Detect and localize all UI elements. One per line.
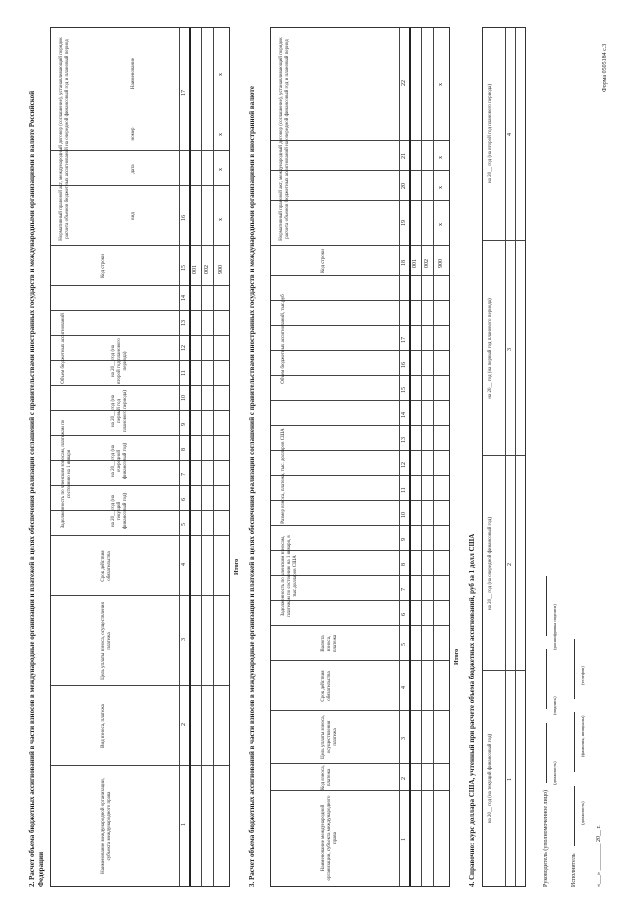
s2-colnum: 11 xyxy=(181,370,187,376)
s2-colnum: 10 xyxy=(181,395,187,401)
s3-colnum: 13 xyxy=(401,437,407,443)
s4-y2: на 20__ год (на очередной финансовый год) xyxy=(488,516,493,611)
s3-colnum: 2 xyxy=(401,777,407,780)
s3-x: x xyxy=(438,156,444,159)
s3-col-name: Наименование международной организации, субъекта международного права xyxy=(321,795,338,881)
sign-decode-line[interactable] xyxy=(540,576,547,636)
s2-col-number: номер xyxy=(131,127,136,141)
sign-head-label: Руководитель (уполномоченное лицо) xyxy=(543,790,549,887)
cap-decode: (расшифровка подписи) xyxy=(552,604,557,650)
s3-colnum: 20 xyxy=(401,183,407,189)
s3-colnum: 21 xyxy=(401,153,407,159)
sign-executor-label: Исполнитель xyxy=(571,853,577,887)
s3-col-currency: Валюта взноса, платежа xyxy=(321,634,338,653)
s2-colnum: 6 xyxy=(181,498,187,501)
sign-position-line[interactable] xyxy=(540,723,547,783)
s2-col-goal: Цель уплаты взноса, осуществления платежа xyxy=(101,602,112,680)
s3-col-goal: Цель уплаты взноса, осуществления платежа xyxy=(321,715,338,759)
s2-col-date: дата xyxy=(131,164,136,174)
s2-colnum: 2 xyxy=(181,723,187,726)
s3-colnum: 17 xyxy=(401,337,407,343)
s3-colnum: 22 xyxy=(401,80,407,86)
s3-col-code: Код строки xyxy=(321,249,326,273)
sign-head xyxy=(540,570,549,887)
s2-code: 001 xyxy=(192,265,198,274)
s3-colnum: 6 xyxy=(401,613,407,616)
s2-colnum: 17 xyxy=(181,90,187,96)
s3-colnum: 10 xyxy=(401,512,407,518)
s3-colnum: 4 xyxy=(401,686,407,689)
s2-colnum: 8 xyxy=(181,448,187,451)
sign-date: «___» _________ 20__ г. xyxy=(596,825,602,887)
s3-colnum: 15 xyxy=(401,387,407,393)
section4-table xyxy=(482,27,526,887)
s4-y3: на 20__ год (на первый год планового периода) xyxy=(488,298,493,399)
s3-colnum: 14 xyxy=(401,412,407,418)
s2-year-plan2: на 20__ год (на второй год планового периода) xyxy=(111,338,128,384)
rotated-sheet xyxy=(20,5,620,895)
s2-col-type: Вид взноса, платежа xyxy=(101,704,106,748)
form-code: Форма 0505184 с.3 xyxy=(602,43,608,92)
s3-colnum: 11 xyxy=(401,487,407,493)
sign-executor xyxy=(568,633,577,887)
s2-col-volume: Объем бюджетных ассигнований xyxy=(61,313,66,384)
cap-position: (должность) xyxy=(552,761,557,785)
s3-x: x xyxy=(438,223,444,226)
s3-colnum: 1 xyxy=(401,838,407,841)
s2-colnum: 16 xyxy=(181,215,187,221)
s3-colnum: 16 xyxy=(401,362,407,368)
s4-y4: на 20__ год (на второй год планового периода) xyxy=(488,83,493,184)
s2-colnum: 7 xyxy=(181,473,187,476)
s2-colnum: 9 xyxy=(181,423,187,426)
s4-y1: на 20__ год (на текущий финансовый год) xyxy=(488,733,493,824)
s2-year-next: на 20__ год (на очередной финансовый год) xyxy=(111,442,128,480)
section4-title: 4. Справочно: курс доллара США, учтенный при расчете объема бюджетных ассигнований, руб за 1 долл США xyxy=(468,533,476,887)
s3-x: x xyxy=(438,186,444,189)
s2-colnum: 13 xyxy=(181,320,187,326)
sign-signature-line[interactable] xyxy=(540,649,547,709)
s2-code: 900 xyxy=(218,265,224,274)
s3-colnum: 9 xyxy=(401,538,407,541)
s2-year-current: на 20__ год (на текущий финансовый год) xyxy=(111,492,128,530)
s3-code: 900 xyxy=(438,259,444,268)
s2-col-debt: Задолженность по членским взносам, платежам по состоянию на 1 января xyxy=(61,419,72,529)
s4-num: 4 xyxy=(507,133,513,136)
section2-table xyxy=(50,27,230,887)
s3-colnum: 18 xyxy=(401,260,407,266)
s2-x: x xyxy=(218,133,224,136)
cap-exec-position: (должность) xyxy=(580,801,585,825)
s3-itogo: Итого xyxy=(454,648,460,665)
s2-col-code: Код строки xyxy=(101,254,106,278)
s2-colnum: 3 xyxy=(181,638,187,641)
s3-colnum: 19 xyxy=(401,220,407,226)
s2-year-plan1: на 20__ год (на первый год планового периода) xyxy=(111,390,128,432)
s2-colnum: 1 xyxy=(181,823,187,826)
s3-colnum: 3 xyxy=(401,737,407,740)
s2-col-term: Срок действия обязательства xyxy=(101,550,112,582)
s2-x: x xyxy=(218,218,224,221)
s2-colnum: 14 xyxy=(181,295,187,301)
s3-x: x xyxy=(438,83,444,86)
exec-position-line[interactable] xyxy=(568,786,575,846)
s2-col-norm: Нормативный правовой акт, международный договор (соглашение), устанавливающий порядок расчета объемов бюджетных ассигнований на очередной финансовый год и плановый период xyxy=(59,37,70,241)
s2-colnum: 4 xyxy=(181,563,187,566)
s3-colnum: 8 xyxy=(401,563,407,566)
cap-exec-fio: (фамилия, инициалы) xyxy=(580,715,585,757)
s2-colnum: 15 xyxy=(181,265,187,271)
s4-num: 1 xyxy=(507,778,513,781)
s3-colnum: 7 xyxy=(401,588,407,591)
s2-col-type2: вид xyxy=(131,212,136,220)
exec-phone-line[interactable] xyxy=(568,639,575,699)
s2-x: x xyxy=(218,73,224,76)
s3-col-norm: Нормативный правовой акт, международный договор (соглашение), устанавливающий порядок расчета объемов бюджетных ассигнований на очередной финансовый год и плановый период xyxy=(279,37,290,241)
s3-col-debt: Задолженность по членским взносам, платежам по состоянию на 1 января, в тыс.долларов США xyxy=(281,535,298,617)
section3-table xyxy=(270,27,450,887)
s2-colnum: 12 xyxy=(181,345,187,351)
s2-x: x xyxy=(218,168,224,171)
s3-colnum: 12 xyxy=(401,462,407,468)
exec-fio-line[interactable] xyxy=(568,712,575,772)
s3-code: 001 xyxy=(412,259,418,268)
cap-exec-phone: (телефон) xyxy=(580,666,585,685)
s3-code: 002 xyxy=(424,259,430,268)
s2-col-name: Наименование международной организации, субъекта международного права xyxy=(101,778,112,874)
s2-col-naim: Наименование xyxy=(131,57,136,90)
section3-title: 3. Расчет объема бюджетных ассигнований в части взносов в международные организации и платежей в целях обеспечения реализации соглашений с правительствами иностранных государств и международными организациями в иностранной валюте xyxy=(248,86,256,887)
s2-code: 002 xyxy=(204,265,210,274)
section2-title: 2. Расчет объема бюджетных ассигнований в части взносов в международные организации и платежей в целях обеспечения реализации соглашений с правительствами иностранных государств и международными организациями в валюте Российской Федерации xyxy=(28,90,45,887)
cap-signature: (подпись) xyxy=(552,696,557,715)
s3-col-size: Размер взноса, платежа, тыс. долларов США xyxy=(281,428,286,524)
s3-col-code-type: Код взноса, платежа xyxy=(321,765,332,790)
s4-num: 2 xyxy=(507,563,513,566)
s3-col-volume: Объем бюджетных ассигнований, тыс.руб xyxy=(281,294,286,384)
s2-colnum: 5 xyxy=(181,523,187,526)
s2-itogo: Итого xyxy=(234,558,240,575)
s3-colnum: 5 xyxy=(401,643,407,646)
s4-num: 3 xyxy=(507,348,513,351)
s3-col-term: Срок действия обязательства xyxy=(321,670,332,702)
